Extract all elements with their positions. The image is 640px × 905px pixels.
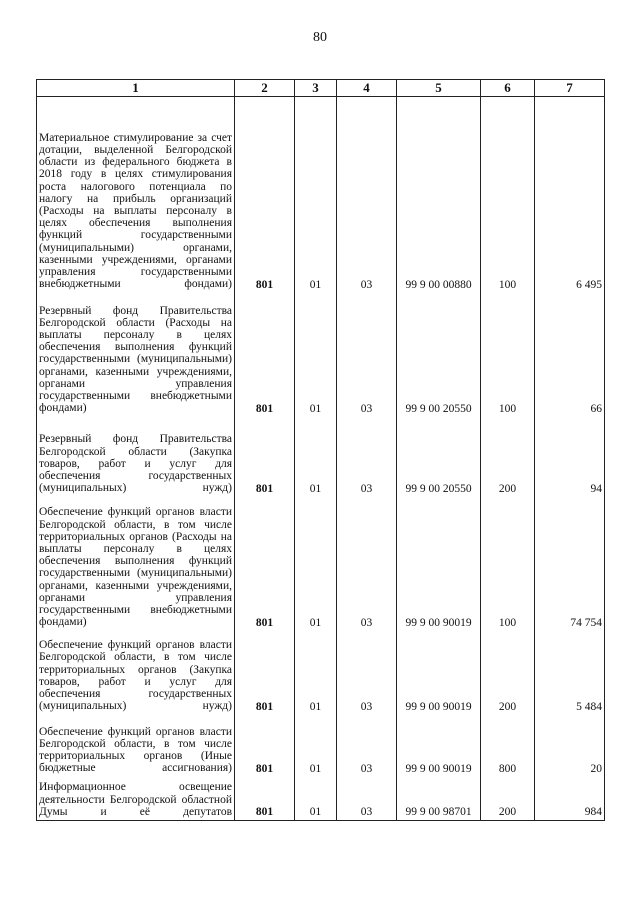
row-expense-type: 800 [481, 715, 535, 777]
column-header-2: 2 [235, 80, 295, 97]
row-subsection: 03 [337, 497, 397, 631]
row-amount: 984 [535, 777, 605, 821]
table-row [37, 497, 605, 631]
row-amount: 66 [535, 293, 605, 417]
row-subsection: 03 [337, 715, 397, 777]
row-target-article: 99 9 00 98701 [397, 777, 481, 821]
row-description: Резервный фонд Правительства Белгородской области (Закупка товаров, работ и услуг для обеспечения государственных (муниципальных) нужд) [37, 417, 235, 497]
row-admin-code: 801 [235, 777, 295, 821]
row-target-article: 99 9 00 00880 [397, 97, 481, 293]
table-row [37, 715, 605, 777]
row-subsection: 03 [337, 631, 397, 715]
table-header-row [37, 80, 605, 97]
row-expense-type: 100 [481, 97, 535, 293]
column-header-7: 7 [535, 80, 605, 97]
row-admin-code: 801 [235, 97, 295, 293]
row-target-article: 99 9 00 90019 [397, 715, 481, 777]
row-section: 01 [295, 417, 337, 497]
row-admin-code: 801 [235, 715, 295, 777]
column-header-5: 5 [397, 80, 481, 97]
row-admin-code: 801 [235, 497, 295, 631]
row-section: 01 [295, 97, 337, 293]
row-amount: 6 495 [535, 97, 605, 293]
row-section: 01 [295, 715, 337, 777]
row-amount: 20 [535, 715, 605, 777]
row-subsection: 03 [337, 97, 397, 293]
row-target-article: 99 9 00 90019 [397, 631, 481, 715]
table-row [37, 777, 605, 821]
row-amount: 5 484 [535, 631, 605, 715]
column-header-4: 4 [337, 80, 397, 97]
row-description: Обеспечение функций органов власти Белгородской области, в том числе территориальных органов (Иные бюджетные ассигнования) [37, 715, 235, 777]
row-target-article: 99 9 00 20550 [397, 417, 481, 497]
row-expense-type: 200 [481, 777, 535, 821]
row-expense-type: 200 [481, 631, 535, 715]
page-number: 80 [313, 30, 327, 45]
row-target-article: 99 9 00 90019 [397, 497, 481, 631]
row-admin-code: 801 [235, 417, 295, 497]
row-subsection: 03 [337, 777, 397, 821]
row-admin-code: 801 [235, 631, 295, 715]
column-header-6: 6 [481, 80, 535, 97]
budget-table [36, 79, 605, 821]
row-description: Информационное освещение деятельности Белгородской областной Думы и её депутатов [37, 777, 235, 821]
table-row [37, 631, 605, 715]
row-expense-type: 200 [481, 417, 535, 497]
row-target-article: 99 9 00 20550 [397, 293, 481, 417]
table-row [37, 293, 605, 417]
row-amount: 74 754 [535, 497, 605, 631]
row-description: Обеспечение функций органов власти Белгородской области, в том числе территориальных органов (Расходы на выплаты персоналу в целях обеспечения выполнения функций государственными (муниципальными) органами, казенными учреждениями, органами управления государственными внебюджетными фондами) [37, 497, 235, 631]
row-subsection: 03 [337, 293, 397, 417]
row-subsection: 03 [337, 417, 397, 497]
row-description: Обеспечение функций органов власти Белгородской области, в том числе территориальных органов (Закупка товаров, работ и услуг для обеспечения государственных (муниципальных) нужд) [37, 631, 235, 715]
row-section: 01 [295, 631, 337, 715]
column-header-1: 1 [37, 80, 235, 97]
table-row [37, 417, 605, 497]
row-amount: 94 [535, 417, 605, 497]
row-admin-code: 801 [235, 293, 295, 417]
column-header-3: 3 [295, 80, 337, 97]
row-expense-type: 100 [481, 293, 535, 417]
row-section: 01 [295, 777, 337, 821]
row-description: Материальное стимулирование за счет дотации, выделенной Белгородской области из федерального бюджета в 2018 году в целях стимулирования роста налогового потенциала по налогу на прибыль организаций (Расходы на выплаты персоналу в целях обеспечения выполнения функций государственными (муниципальными) органами, казенными учреждениями, органами управления государственными внебюджетными фондами) [37, 97, 235, 293]
table-row [37, 97, 605, 293]
row-section: 01 [295, 497, 337, 631]
row-expense-type: 100 [481, 497, 535, 631]
row-section: 01 [295, 293, 337, 417]
row-description: Резервный фонд Правительства Белгородской области (Расходы на выплаты персоналу в целях обеспечения выполнения функций государственными (муниципальными) органами, казенными учреждениями, органами управления государственными внебюджетными фондами) [37, 293, 235, 417]
